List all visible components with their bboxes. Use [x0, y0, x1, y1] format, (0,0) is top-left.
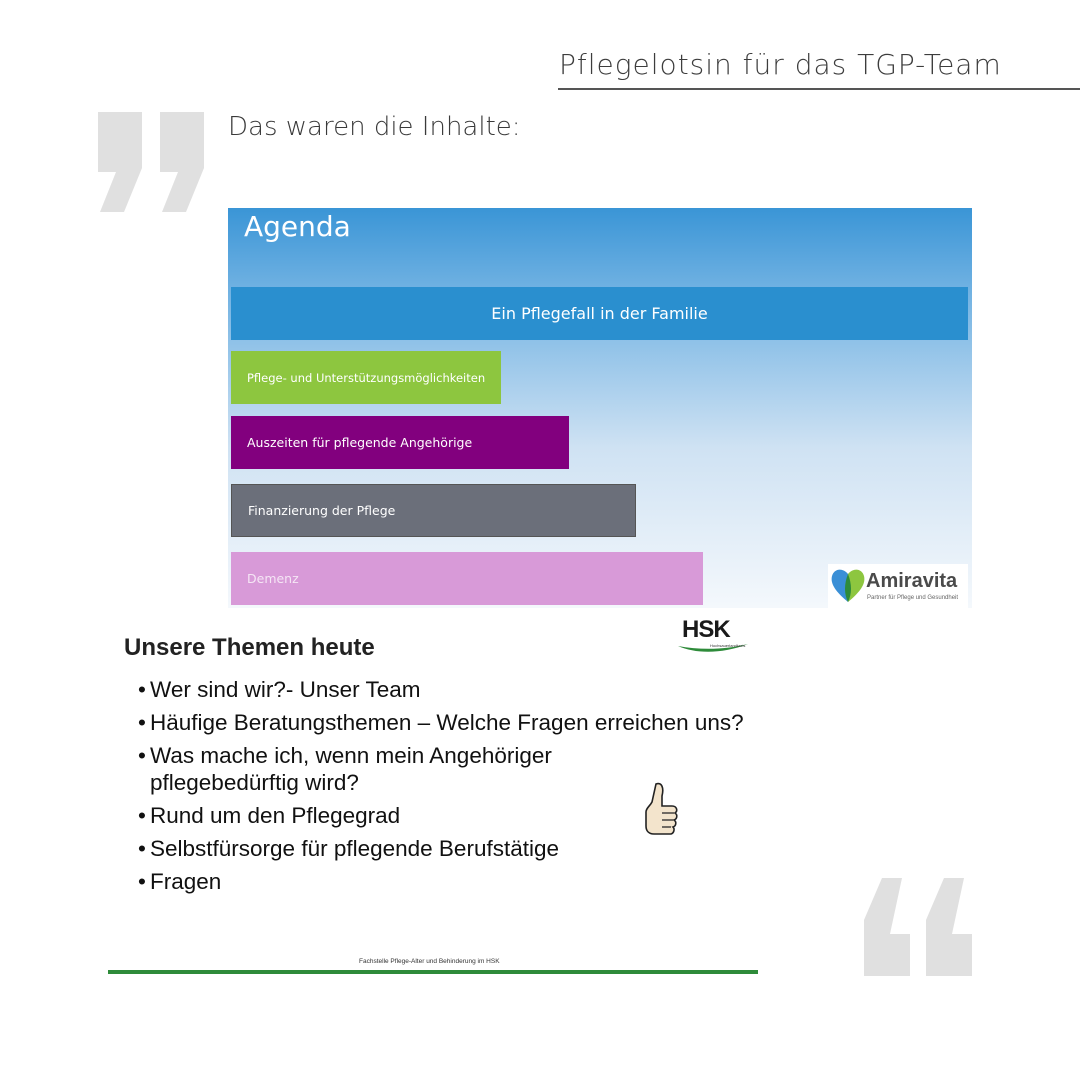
list-item: • Wer sind wir?- Unser Team: [138, 677, 421, 702]
opening-quote-icon: [90, 108, 215, 216]
agenda-item-breaks: Auszeiten für pflegende Angehörige: [231, 416, 569, 469]
agenda-main-item: Ein Pflegefall in der Familie: [231, 287, 968, 340]
header-divider: [558, 88, 1080, 90]
list-item: • Rund um den Pflegegrad: [138, 803, 401, 828]
footer-divider: [108, 970, 758, 974]
hsk-name: HSK: [682, 616, 730, 643]
agenda-title: Agenda: [244, 210, 351, 243]
intro-text: Das waren die Inhalte:: [228, 112, 521, 142]
closing-quote-icon: [860, 876, 982, 980]
list-item: • Häufige Beratungsthemen – Welche Fragen erreichen uns?: [138, 710, 744, 735]
agenda-item-financing: Finanzierung der Pflege: [231, 484, 636, 537]
header-title: Pflegelotsin für das TGP-Team: [559, 48, 1002, 81]
topics-title: Unsere Themen heute: [124, 634, 375, 661]
amiravita-tagline: Partner für Pflege und Gesundheit: [867, 595, 959, 601]
footer-text: Fachstelle Pflege-Alter und Behinderung im HSK: [359, 958, 500, 965]
agenda-item-support: Pflege- und Unterstützungsmöglichkeiten: [231, 351, 501, 404]
hsk-subtitle: Hochsauerlandkreis: [710, 643, 746, 648]
amiravita-logo: [828, 564, 968, 608]
agenda-item-dementia: Demenz: [231, 552, 703, 605]
hsk-logo: [676, 616, 752, 658]
thumbs-up-icon: [640, 780, 680, 848]
list-item: • Fragen: [138, 869, 222, 894]
list-item: • Selbstfürsorge für pflegende Berufstätige: [138, 836, 559, 861]
amiravita-name: Amiravita: [866, 570, 958, 592]
heart-logo-icon: [830, 566, 866, 606]
list-item: • Was mache ich, wenn mein Angehöriger pflegebedürftig wird?: [138, 743, 552, 795]
agenda-slide: [228, 208, 972, 608]
